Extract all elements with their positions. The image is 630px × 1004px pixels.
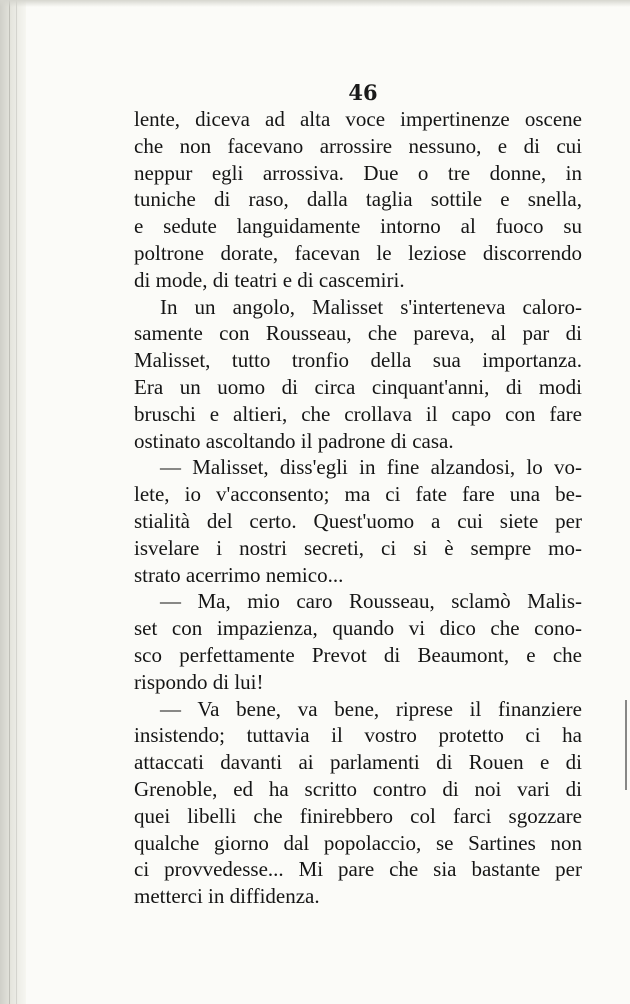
body-text — [134, 106, 582, 910]
text-line: set con impazienza, quando vi dico che cono- — [134, 616, 582, 641]
text-line: insistendo; tuttavia il vostro protetto ci ha — [134, 723, 582, 748]
text-line: di mode, di teatri e di cascemiri. — [134, 267, 405, 292]
text-line: sco perfettamente Prevot di Beaumont, e che — [134, 642, 582, 667]
text-line: ostinato ascoltando il padrone di casa. — [134, 428, 454, 453]
text-line: quei libelli che finirebbero col farci sgozzare — [134, 803, 582, 828]
text-line: neppur egli arrossiva. Due o tre donne, in — [134, 160, 582, 185]
text-line: — Malisset, diss'egli in fine alzandosi, lo vo- — [160, 455, 582, 480]
text-line: Grenoble, ed ha scritto contro di noi vari di — [134, 776, 582, 801]
text-line: che non facevano arrossire nessuno, e di cui — [134, 133, 582, 158]
text-line: strato acerrimo nemico... — [134, 562, 344, 587]
text-line: stialità del certo. Quest'uomo a cui siete per — [134, 508, 582, 533]
text-line: metterci in diffidenza. — [134, 884, 320, 909]
text-line: — Va bene, va bene, riprese il finanziere — [160, 696, 582, 721]
page-number: 46 — [348, 80, 378, 105]
text-line: lete, io v'acconsento; ma ci fate fare una be- — [134, 482, 582, 507]
binding-edge-line — [9, 0, 10, 1004]
text-line: e sedute languidamente intorno al fuoco su — [134, 214, 582, 239]
text-line: — Ma, mio caro Rousseau, sclamò Malis- — [160, 589, 582, 614]
text-line: poltrone dorate, facevan le leziose discorrendo — [134, 240, 582, 265]
text-line: lente, diceva ad alta voce impertinenze oscene — [134, 107, 582, 131]
text-line: tuniche di raso, dalla taglia sottile e snella, — [134, 187, 582, 212]
text-line: Malisset, tutto tronfio della sua importanza. — [134, 348, 582, 373]
text-line: qualche giorno dal popolaccio, se Sartines non — [134, 830, 582, 855]
binding-edge-line — [16, 0, 17, 1004]
text-line: isvelare i nostri secreti, ci si è sempre mo- — [134, 535, 582, 560]
text-line: bruschi e altieri, che crollava il capo con fare — [134, 401, 582, 426]
text-line: Era un uomo di circa cinquant'anni, di modi — [134, 374, 582, 399]
text-line: rispondo di lui! — [134, 669, 264, 694]
page-edge-mark — [625, 700, 627, 790]
text-line: ci provvedesse... Mi pare che sia bastante per — [134, 857, 582, 882]
text-line: attaccati davanti ai parlamenti di Rouen e di — [134, 750, 582, 775]
text-line: samente con Rousseau, che pareva, al par di — [134, 321, 582, 346]
text-line: In un angolo, Malisset s'intertеneva caloro- — [160, 294, 582, 319]
